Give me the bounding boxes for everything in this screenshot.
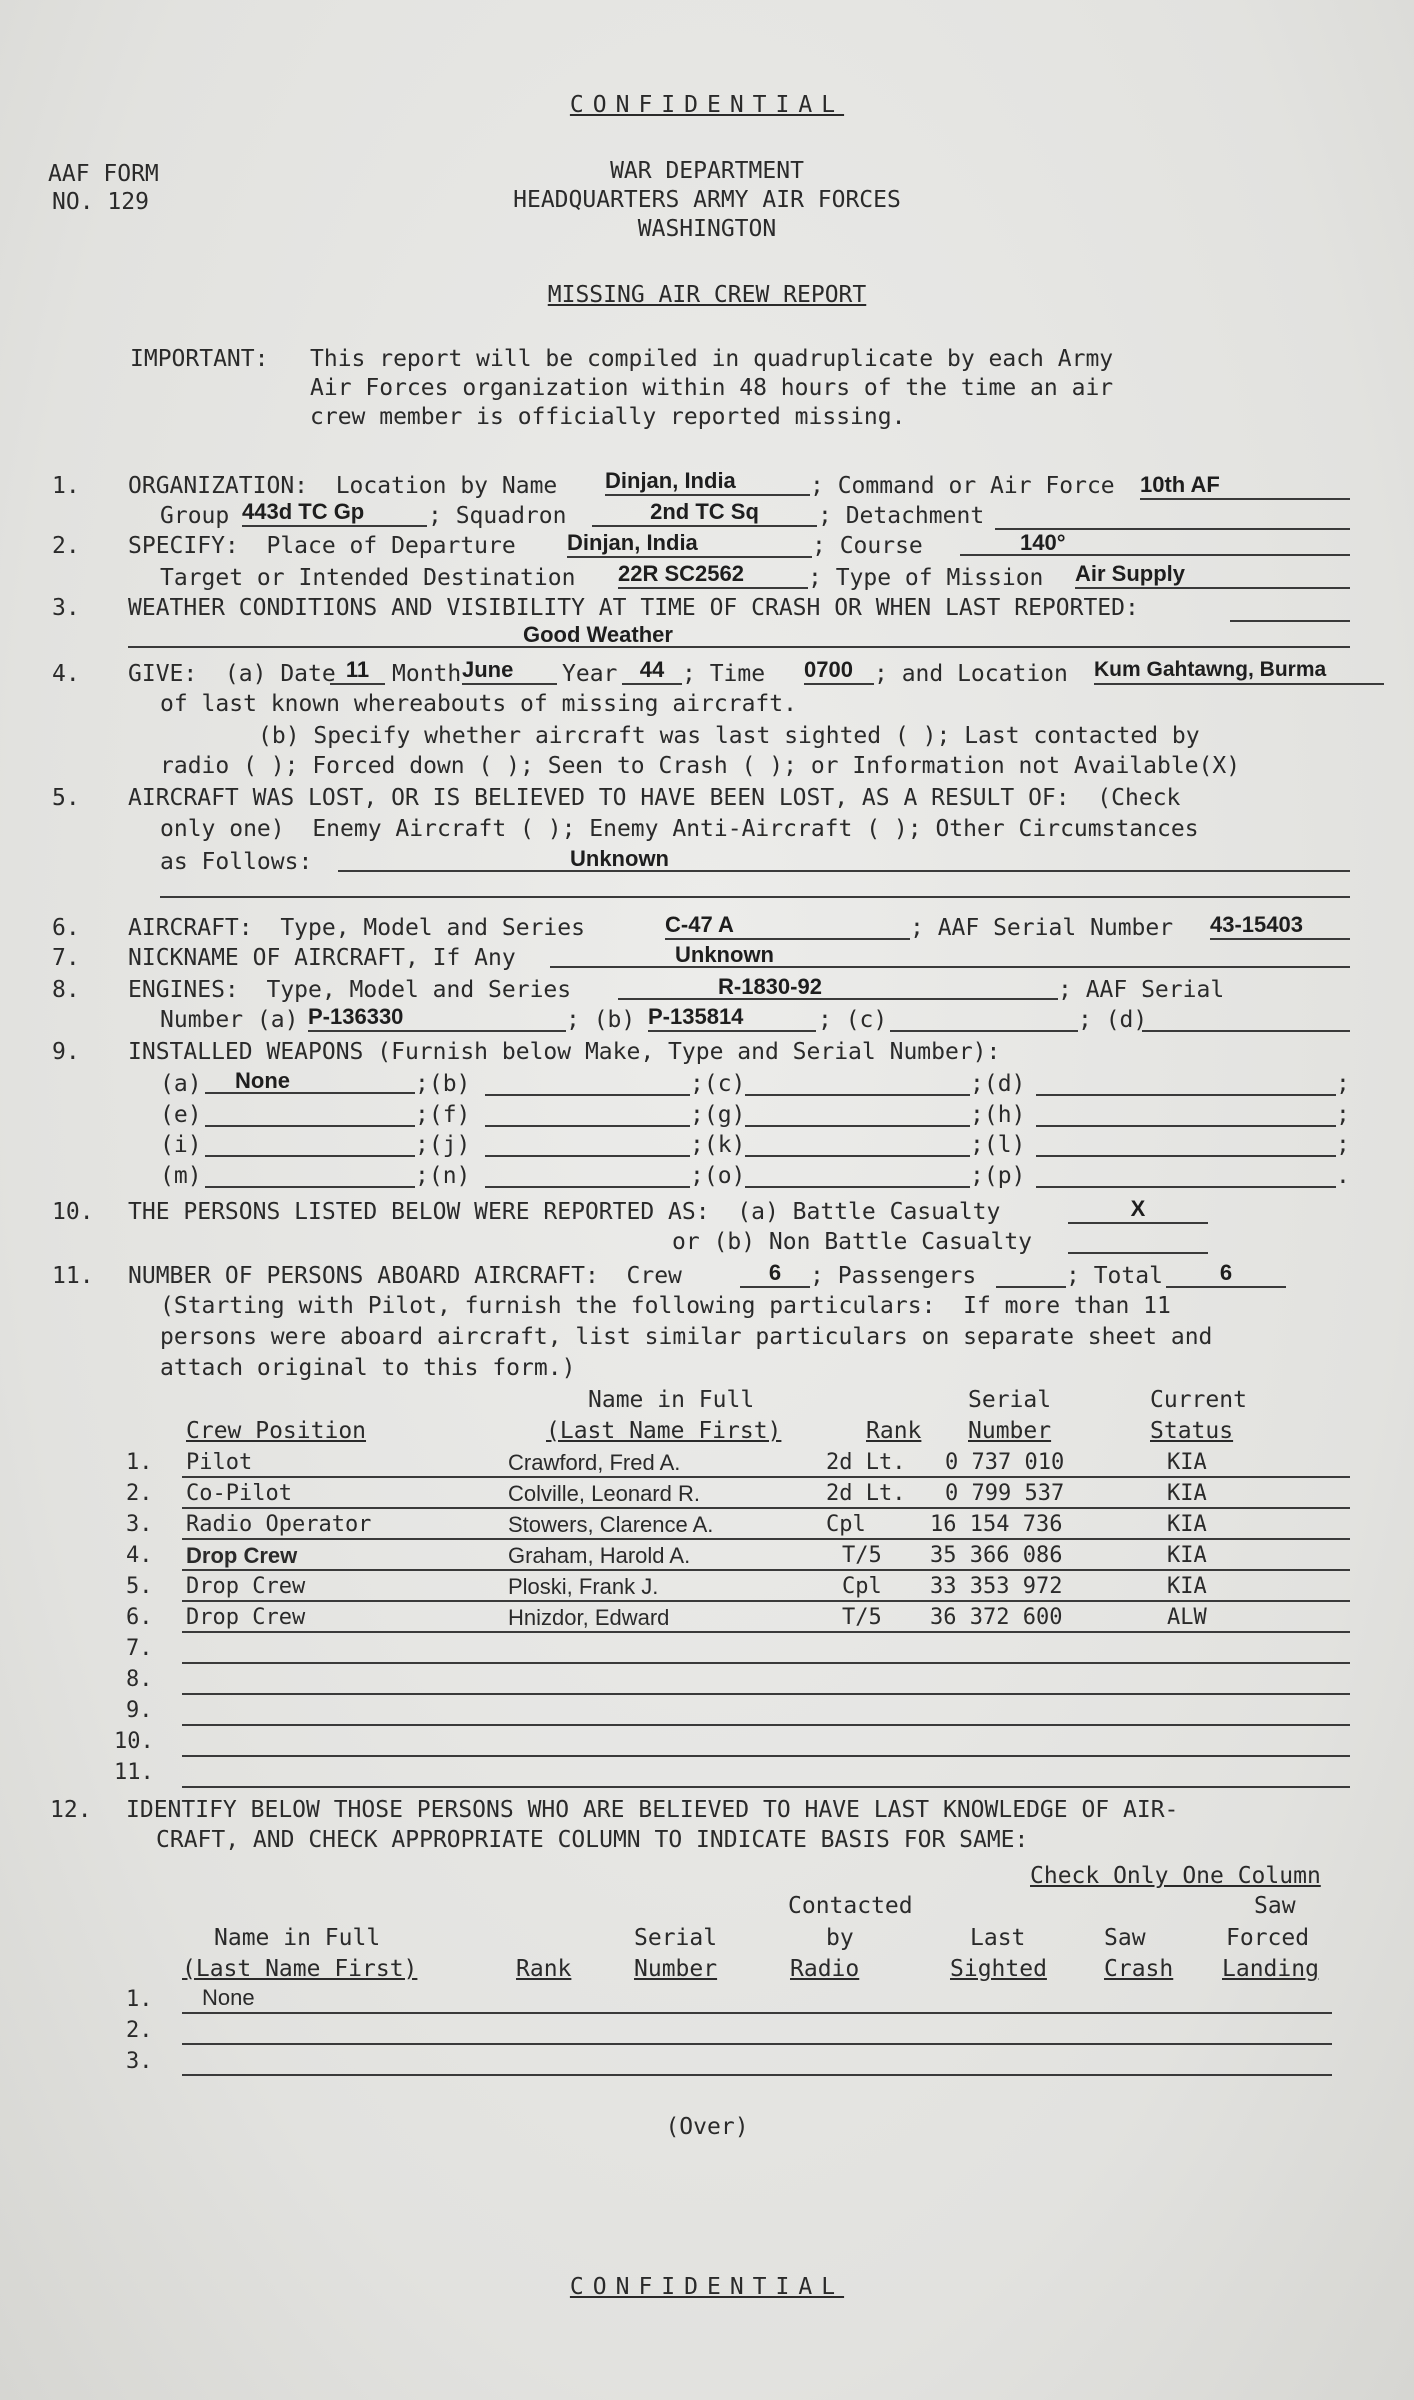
aaf-serial-field[interactable]: 43-15403	[1210, 912, 1350, 940]
weapon-p-field[interactable]	[1036, 1160, 1336, 1188]
crew-row-line	[182, 1631, 1350, 1633]
k-col-forced-2: Forced	[1226, 1925, 1310, 1951]
crew-row-line	[182, 1600, 1350, 1602]
crew-row-line	[182, 1755, 1350, 1757]
crew-serial: 33 353 972	[930, 1574, 1063, 1599]
k-col-name-1: Name in Full	[214, 1925, 381, 1951]
item2-number: 2.	[52, 533, 80, 559]
item5-line2: only one) Enemy Aircraft ( ); Enemy Anti-Aircraft ( ); Other Circumstances	[160, 816, 1199, 842]
engine-c-field[interactable]	[890, 1004, 1078, 1032]
knowledge-name: None	[202, 1985, 255, 2010]
nickname-field[interactable]: Unknown	[550, 942, 1350, 968]
weapon-k-field[interactable]	[745, 1129, 970, 1157]
k-col-crash-1: Saw	[1104, 1925, 1146, 1951]
aaf-serial-label: ; AAF Serial Number	[910, 915, 1174, 941]
weapon-i-field[interactable]	[205, 1129, 415, 1157]
non-battle-casualty-label: or (b) Non Battle Casualty	[672, 1229, 1033, 1255]
k-col-serial-1: Serial	[634, 1925, 718, 1951]
crew-col-rank: Rank	[866, 1418, 922, 1444]
weapon-m-field[interactable]	[205, 1160, 415, 1188]
month-field[interactable]: June	[462, 657, 557, 685]
weapon-g-label: ;(g)	[690, 1102, 746, 1128]
item10-number: 10.	[52, 1199, 94, 1225]
crew-status: KIA	[1167, 1543, 1207, 1568]
crew-rank: T/5	[842, 1605, 882, 1630]
item4-number: 4.	[52, 661, 80, 687]
crew-name: Crawford, Fred A.	[508, 1450, 681, 1475]
engine-c-label: ; (c)	[818, 1007, 888, 1033]
weapon-j-label: ;(j)	[415, 1132, 471, 1158]
month-label: Month	[392, 661, 462, 687]
crew-col-serial-1: Serial	[968, 1387, 1052, 1413]
city: WASHINGTON	[637, 216, 777, 242]
form-number: NO. 129	[52, 189, 149, 215]
item3-number: 3.	[52, 595, 80, 621]
passengers-field[interactable]	[996, 1260, 1066, 1288]
knowledge-row-num: 2.	[126, 2018, 153, 2043]
item5-number: 5.	[52, 785, 80, 811]
crew-serial: 36 372 600	[930, 1605, 1063, 1630]
departure-field[interactable]: Dinjan, India	[567, 530, 812, 558]
item4-line4: radio ( ); Forced down ( ); Seen to Crash ( ); or Information not Available(X)	[160, 753, 1241, 779]
time-field[interactable]: 0700	[804, 657, 874, 685]
k-col-name-2: (Last Name First)	[182, 1956, 418, 1982]
weapons-label: INSTALLED WEAPONS (Furnish below Make, Type and Serial Number):	[128, 1039, 1001, 1065]
year-label: Year	[562, 661, 618, 687]
weapon-f-label: ;(f)	[415, 1102, 471, 1128]
k-col-sighted-2: Sighted	[950, 1956, 1047, 1982]
crew-position: Pilot	[186, 1450, 253, 1475]
crew-col-serial-2: Number	[968, 1418, 1052, 1444]
crash-location-field[interactable]: Kum Gahtawng, Burma	[1094, 657, 1384, 685]
circumstances-field[interactable]: Unknown	[338, 846, 1350, 872]
k-col-rank: Rank	[516, 1956, 572, 1982]
crew-row-num: 10.	[114, 1729, 154, 1754]
item12-line1: IDENTIFY BELOW THOSE PERSONS WHO ARE BELIEVED TO HAVE LAST KNOWLEDGE OF AIR-	[126, 1797, 1179, 1823]
crew-row-line	[182, 1662, 1350, 1664]
k-col-forced-1: Saw	[1254, 1893, 1296, 1919]
weapon-b-label: ;(b)	[415, 1071, 471, 1097]
item5-extra-line	[160, 896, 1350, 898]
crew-row-num: 1.	[126, 1450, 153, 1475]
crew-name: Ploski, Frank J.	[508, 1574, 659, 1599]
k-col-serial-2: Number	[634, 1956, 718, 1982]
crew-rank: 2d Lt.	[826, 1450, 906, 1475]
weapon-row4-end: .	[1336, 1163, 1350, 1189]
crew-rank: Cpl	[842, 1574, 882, 1599]
k-col-forced-3: Landing	[1222, 1956, 1319, 1982]
engine-number-a-label: Number (a)	[160, 1007, 299, 1033]
squadron-field[interactable]: 2nd TC Sq	[592, 499, 817, 527]
item12-number: 12.	[50, 1797, 92, 1823]
date-field[interactable]: 11	[330, 657, 385, 685]
crew-row-num: 9.	[126, 1698, 153, 1723]
crew-row-line	[182, 1786, 1350, 1788]
item11-note2: persons were aboard aircraft, list similar particulars on separate sheet and	[160, 1324, 1213, 1350]
weapon-n-label: ;(n)	[415, 1163, 471, 1189]
weapon-d-field[interactable]	[1036, 1068, 1336, 1096]
command-field[interactable]: 10th AF	[1140, 472, 1350, 500]
crew-count-field[interactable]: 6	[740, 1260, 810, 1288]
weapon-o-field[interactable]	[745, 1160, 970, 1188]
crew-row-line	[182, 1507, 1350, 1509]
weapon-i-label: (i)	[160, 1132, 202, 1158]
crew-position: Drop Crew	[186, 1543, 298, 1568]
k-col-crash-2: Crash	[1104, 1956, 1174, 1982]
weapon-k-label: ;(k)	[690, 1132, 746, 1158]
crew-col-status-1: Current	[1150, 1387, 1247, 1413]
weapon-e-field[interactable]	[205, 1099, 415, 1127]
crew-position: Drop Crew	[186, 1605, 306, 1630]
crew-status: KIA	[1167, 1574, 1207, 1599]
classification-bottom: CONFIDENTIAL	[569, 2274, 845, 2300]
important-line-3: crew member is officially reported missing.	[310, 404, 906, 430]
over-note: (Over)	[665, 2114, 749, 2140]
item1-label: ORGANIZATION: Location by Name	[128, 473, 558, 499]
engine-d-field[interactable]	[1142, 1004, 1350, 1032]
engine-serial-label: ; AAF Serial	[1058, 977, 1225, 1003]
crew-row-line	[182, 1538, 1350, 1540]
item4-line3: (b) Specify whether aircraft was last sighted ( ); Last contacted by	[258, 723, 1200, 749]
weapon-row1-end: ;	[1336, 1071, 1350, 1097]
item11-number: 11.	[52, 1263, 94, 1289]
item11-note3: attach original to this form.)	[160, 1355, 576, 1381]
weather-field[interactable]: Good Weather	[128, 622, 1350, 648]
engine-a-field[interactable]: P-136330	[308, 1004, 566, 1032]
report-title: MISSING AIR CREW REPORT	[547, 282, 867, 308]
weapon-f-field[interactable]	[485, 1099, 690, 1127]
weapon-row3-end: ;	[1336, 1132, 1350, 1158]
course-label: ; Course	[812, 533, 923, 559]
weapon-h-label: ;(h)	[970, 1102, 1026, 1128]
crew-status: ALW	[1167, 1605, 1207, 1630]
command-label: ; Command or Air Force	[810, 473, 1115, 499]
course-field[interactable]: 140°	[960, 530, 1350, 556]
time-label: ; Time	[682, 661, 766, 687]
engine-b-field[interactable]: P-135814	[648, 1004, 816, 1032]
weapon-l-label: ;(l)	[970, 1132, 1026, 1158]
detachment-field[interactable]	[995, 502, 1350, 530]
item5-line1: AIRCRAFT WAS LOST, OR IS BELIEVED TO HAVE BEEN LOST, AS A RESULT OF: (Check	[128, 785, 1181, 811]
crew-row-num: 5.	[126, 1574, 153, 1599]
crew-row-num: 11.	[114, 1760, 154, 1785]
weapon-h-field[interactable]	[1036, 1099, 1336, 1127]
group-field[interactable]: 443d TC Gp	[242, 499, 427, 527]
crew-name: Graham, Harold A.	[508, 1543, 691, 1568]
k-col-sighted-1: Last	[970, 1925, 1026, 1951]
mission-label: ; Type of Mission	[808, 565, 1044, 591]
weapon-a-label: (a)	[160, 1071, 202, 1097]
crew-serial: 0 799 537	[945, 1481, 1065, 1506]
weapon-d-label: ;(d)	[970, 1071, 1026, 1097]
crew-position: Radio Operator	[186, 1512, 372, 1537]
crew-col-name-1: Name in Full	[588, 1387, 755, 1413]
weapon-c-field[interactable]	[745, 1068, 970, 1096]
non-battle-casualty-field[interactable]	[1068, 1226, 1208, 1254]
item5-line3: as Follows:	[160, 849, 313, 875]
crew-position: Drop Crew	[186, 1574, 306, 1599]
crew-rank: T/5	[842, 1543, 882, 1568]
crew-col-status-2: Status	[1150, 1418, 1234, 1444]
crew-position: Co-Pilot	[186, 1481, 292, 1506]
aircraft-label: AIRCRAFT: Type, Model and Series	[128, 915, 585, 941]
weapon-g-field[interactable]	[745, 1099, 970, 1127]
crew-row-line	[182, 1724, 1350, 1726]
weapon-a-field[interactable]: None	[205, 1068, 415, 1094]
departure-label: SPECIFY: Place of Departure	[128, 533, 516, 559]
weapon-j-field[interactable]	[485, 1129, 690, 1157]
crew-name: Stowers, Clarence A.	[508, 1512, 714, 1537]
important-label: IMPORTANT:	[130, 346, 269, 372]
detachment-label: ; Detachment	[818, 503, 985, 529]
form-label: AAF FORM	[48, 161, 159, 187]
weapon-l-field[interactable]	[1036, 1129, 1336, 1157]
crew-row-line	[182, 1476, 1350, 1478]
total-label: ; Total	[1066, 1263, 1163, 1289]
crew-status: KIA	[1167, 1512, 1207, 1537]
k-col-radio-2: by	[826, 1925, 854, 1951]
classification-top: CONFIDENTIAL	[569, 92, 845, 118]
aircraft-type-field[interactable]: C-47 A	[665, 912, 910, 940]
engine-d-label: ; (d)	[1078, 1007, 1148, 1033]
weather-label: WEATHER CONDITIONS AND VISIBILITY AT TIME OF CRASH OR WHEN LAST REPORTED:	[128, 595, 1139, 621]
crew-col-position: Crew Position	[186, 1418, 367, 1444]
knowledge-row-num: 3.	[126, 2049, 153, 2074]
battle-casualty-label: THE PERSONS LISTED BELOW WERE REPORTED AS: (a) Battle Casualty	[128, 1199, 1001, 1225]
weapon-n-field[interactable]	[485, 1160, 690, 1188]
squadron-label: ; Squadron	[428, 503, 567, 529]
target-field[interactable]: 22R SC2562	[618, 561, 808, 589]
crew-row-line	[182, 1693, 1350, 1695]
nickname-label: NICKNAME OF AIRCRAFT, If Any	[128, 945, 516, 971]
total-field[interactable]: 6	[1166, 1260, 1286, 1288]
crew-row-num: 6.	[126, 1605, 153, 1630]
location-field[interactable]: Dinjan, India	[605, 468, 810, 496]
weapon-b-field[interactable]	[485, 1068, 690, 1096]
k-col-radio-3: Radio	[790, 1956, 860, 1982]
crew-row-line	[182, 1569, 1350, 1571]
year-field[interactable]: 44	[622, 657, 682, 685]
headquarters: HEADQUARTERS ARMY AIR FORCES	[513, 187, 901, 213]
persons-aboard-label: NUMBER OF PERSONS ABOARD AIRCRAFT: Crew	[128, 1263, 682, 1289]
battle-casualty-field[interactable]: X	[1068, 1196, 1208, 1224]
item7-number: 7.	[52, 945, 80, 971]
crew-name: Hnizdor, Edward	[508, 1605, 670, 1630]
important-line-2: Air Forces organization within 48 hours of the time an air	[310, 375, 1114, 401]
crew-serial: 35 366 086	[930, 1543, 1063, 1568]
mission-field[interactable]: Air Supply	[1075, 561, 1350, 589]
item4-line2: of last known whereabouts of missing aircraft.	[160, 691, 797, 717]
give-label: GIVE: (a) Date	[128, 661, 336, 687]
weapon-m-label: (m)	[160, 1163, 202, 1189]
weapon-p-label: ;(p)	[970, 1163, 1026, 1189]
knowledge-row-line	[182, 2074, 1332, 2076]
weapon-o-label: ;(o)	[690, 1163, 746, 1189]
crew-name: Colville, Leonard R.	[508, 1481, 700, 1506]
item8-number: 8.	[52, 977, 80, 1003]
crew-row-num: 4.	[126, 1543, 153, 1568]
check-one-column-note: Check Only One Column	[1030, 1863, 1321, 1889]
crew-serial: 16 154 736	[930, 1512, 1063, 1537]
item12-line2: CRAFT, AND CHECK APPROPRIATE COLUMN TO INDICATE BASIS FOR SAME:	[156, 1827, 1029, 1853]
item6-number: 6.	[52, 915, 80, 941]
important-line-1: This report will be compiled in quadruplicate by each Army	[310, 346, 1114, 372]
engine-type-field[interactable]: R-1830-92	[618, 974, 1058, 1000]
crew-row-num: 8.	[126, 1667, 153, 1692]
crew-serial: 0 737 010	[945, 1450, 1065, 1475]
crew-rank: 2d Lt.	[826, 1481, 906, 1506]
crew-row-num: 2.	[126, 1481, 153, 1506]
crew-rank: Cpl	[826, 1512, 866, 1537]
crew-col-name-2: (Last Name First)	[546, 1418, 782, 1444]
item11-note1: (Starting with Pilot, furnish the following particulars: If more than 11	[160, 1293, 1171, 1319]
target-label: Target or Intended Destination	[160, 565, 576, 591]
knowledge-row-line	[182, 2012, 1332, 2014]
knowledge-row-line	[182, 2043, 1332, 2045]
group-label: Group	[160, 503, 230, 529]
department: WAR DEPARTMENT	[610, 158, 804, 184]
crew-row-num: 3.	[126, 1512, 153, 1537]
engines-label: ENGINES: Type, Model and Series	[128, 977, 572, 1003]
item9-number: 9.	[52, 1039, 80, 1065]
crew-status: KIA	[1167, 1450, 1207, 1475]
crew-status: KIA	[1167, 1481, 1207, 1506]
crew-row-num: 7.	[126, 1636, 153, 1661]
passengers-label: ; Passengers	[810, 1263, 977, 1289]
weapon-e-label: (e)	[160, 1102, 202, 1128]
engine-b-label: ; (b)	[566, 1007, 636, 1033]
weapon-row2-end: ;	[1336, 1102, 1350, 1128]
weapon-c-label: ;(c)	[690, 1071, 746, 1097]
k-col-radio-1: Contacted	[788, 1893, 913, 1919]
knowledge-row-num: 1.	[126, 1987, 153, 2012]
location-label: ; and Location	[874, 661, 1068, 687]
item1-number: 1.	[52, 473, 80, 499]
